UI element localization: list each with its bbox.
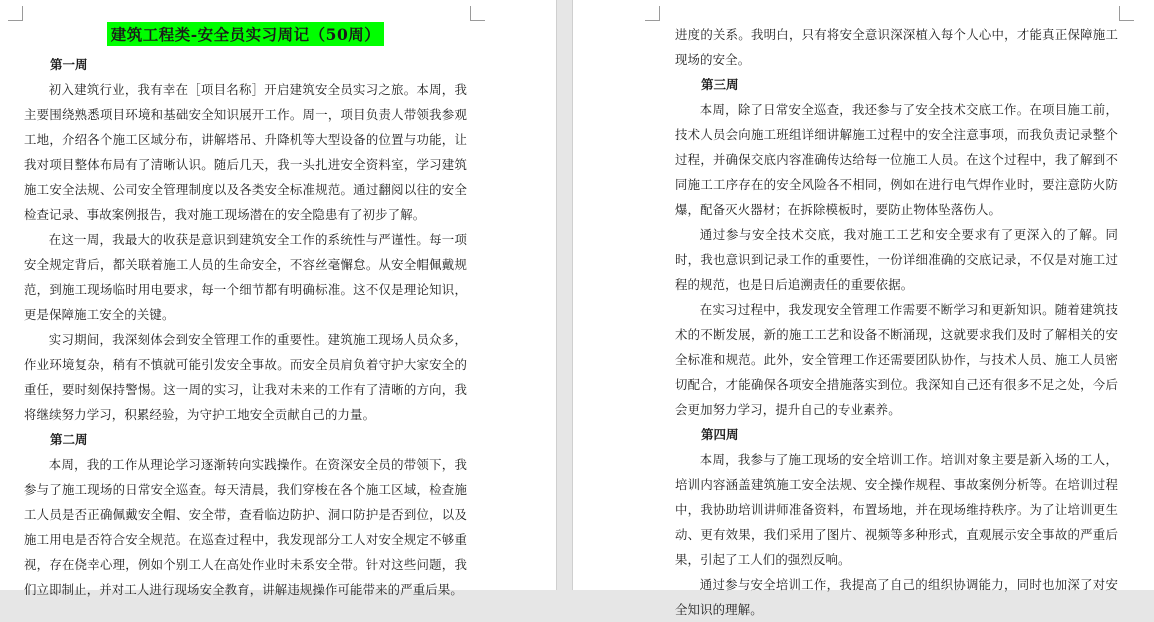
page-left-content (24, 22, 467, 602)
document-page-left (0, 0, 557, 597)
document-title[interactable]: 建筑工程类-安全员实习周记（50周） (107, 22, 385, 46)
paragraph[interactable]: 本周，除了日常安全巡查，我还参与了安全技术交底工作。在项目施工前，技术人员会向施工班组详细讲解施工过程中的安全注意事项，而我负责记录整个过程，并确保交底内容准确传达给每一位施工人员。在这个过程中，我了解到不同施工工序存在的安全风险各不相同，例如在进行电气焊作业时，要注意防火防爆，配备灭火器材；在拆除模板时，要防止物体坠落伤人。 (675, 102, 1118, 217)
paragraph[interactable]: 通过参与安全技术交底，我对施工工艺和安全要求有了更深入的了解。同时，我也意识到记录工作的重要性，一份详细准确的交底记录，不仅是对施工过程的规范，也是日后追溯责任的重要依据。 (675, 227, 1118, 292)
paragraph[interactable]: 在实习过程中，我发现安全管理工作需要不断学习和更新知识。随着建筑技术的不断发展，新的施工工艺和设备不断涌现，这就要求我们及时了解相关的安全标准和规范。此外，安全管理工作还需要团队协作，与技术人员、施工人员密切配合，才能确保各项安全措施落实到位。我深知自己还有很多不足之处，今后会更加努力学习，提升自己的专业素养。 (675, 302, 1118, 417)
paragraph[interactable]: 通过参与安全培训工作，我提高了自己的组织协调能力，同时也加深了对安全知识的理解。 (675, 577, 1118, 617)
title-wrapper (24, 22, 467, 46)
week-heading-3[interactable]: 第三周 (701, 77, 739, 92)
paragraph[interactable]: 初入建筑行业，我有幸在［项目名称］开启建筑安全员实习之旅。本周，我主要围绕熟悉项目环境和基础安全知识展开工作。周一，项目负责人带领我参观工地，介绍各个施工区域分布，讲解塔吊、升降机等大型设备的位置与功能，让我对项目整体布局有了清晰认识。随后几天，我一头扎进安全资料室，学习建筑施工安全法规、公司安全管理制度以及各类安全标准规范。通过翻阅以往的安全检查记录、事故案例报告，我对施工现场潜在的安全隐患有了初步了解。 (24, 82, 467, 222)
week-heading-4[interactable]: 第四周 (701, 427, 739, 442)
document-page-right (572, 0, 1154, 617)
crop-mark-top-left (8, 6, 23, 21)
paragraph[interactable]: 本周，我的工作从理论学习逐渐转向实践操作。在资深安全员的带领下，我参与了施工现场的日常安全巡查。每天清晨，我们穿梭在各个施工区域，检查施工人员是否正确佩戴安全帽、安全带，查看临边防护、洞口防护是否到位，以及施工用电是否符合安全规范。在巡查过程中，我发现部分工人对安全规定不够重视，存在侥幸心理，例如个别工人在高处作业时未系安全带。针对这些问题，我们立即制止，并对工人进行现场安全教育，讲解违规操作可能带来的严重后果。 (24, 457, 467, 597)
paragraph[interactable]: 实习期间，我深刻体会到安全管理工作的重要性。建筑施工现场人员众多，作业环境复杂，稍有不慎就可能引发安全事故。而安全员肩负着守护大家安全的重任，要时刻保持警惕。这一周的实习，让我对未来的工作有了清晰的方向，我将继续努力学习，积累经验，为守护工地安全贡献自己的力量。 (24, 332, 467, 422)
crop-mark-top-right (470, 6, 485, 21)
page-right-content (675, 22, 1118, 622)
crop-mark-top-left (645, 6, 660, 21)
crop-mark-top-right (1119, 6, 1134, 21)
week-heading-2[interactable]: 第二周 (50, 432, 88, 447)
paragraph[interactable]: 在这一周，我最大的收获是意识到建筑安全工作的系统性与严谨性。每一项安全规定背后，都关联着施工人员的生命安全，不容丝毫懈怠。从安全帽佩戴规范，到施工现场临时用电要求，每一个细节都有明确标准。这不仅是理论知识，更是保障施工安全的关键。 (24, 232, 467, 322)
paragraph[interactable]: 本周，我参与了施工现场的安全培训工作。培训对象主要是新入场的工人，培训内容涵盖建筑施工安全法规、安全操作规程、事故案例分析等。在培训过程中，我协助培训讲师准备资料，布置场地，并在现场维持秩序。为了让培训更生动、更有效果，我们采用了图片、视频等多种形式，直观展示安全事故的严重后果，引起了工人们的强烈反响。 (675, 452, 1118, 567)
week-heading-1[interactable]: 第一周 (50, 57, 88, 72)
paragraph-continued[interactable]: 进度的关系。我明白，只有将安全意识深深植入每个人心中，才能真正保障施工现场的安全。 (675, 27, 1118, 67)
